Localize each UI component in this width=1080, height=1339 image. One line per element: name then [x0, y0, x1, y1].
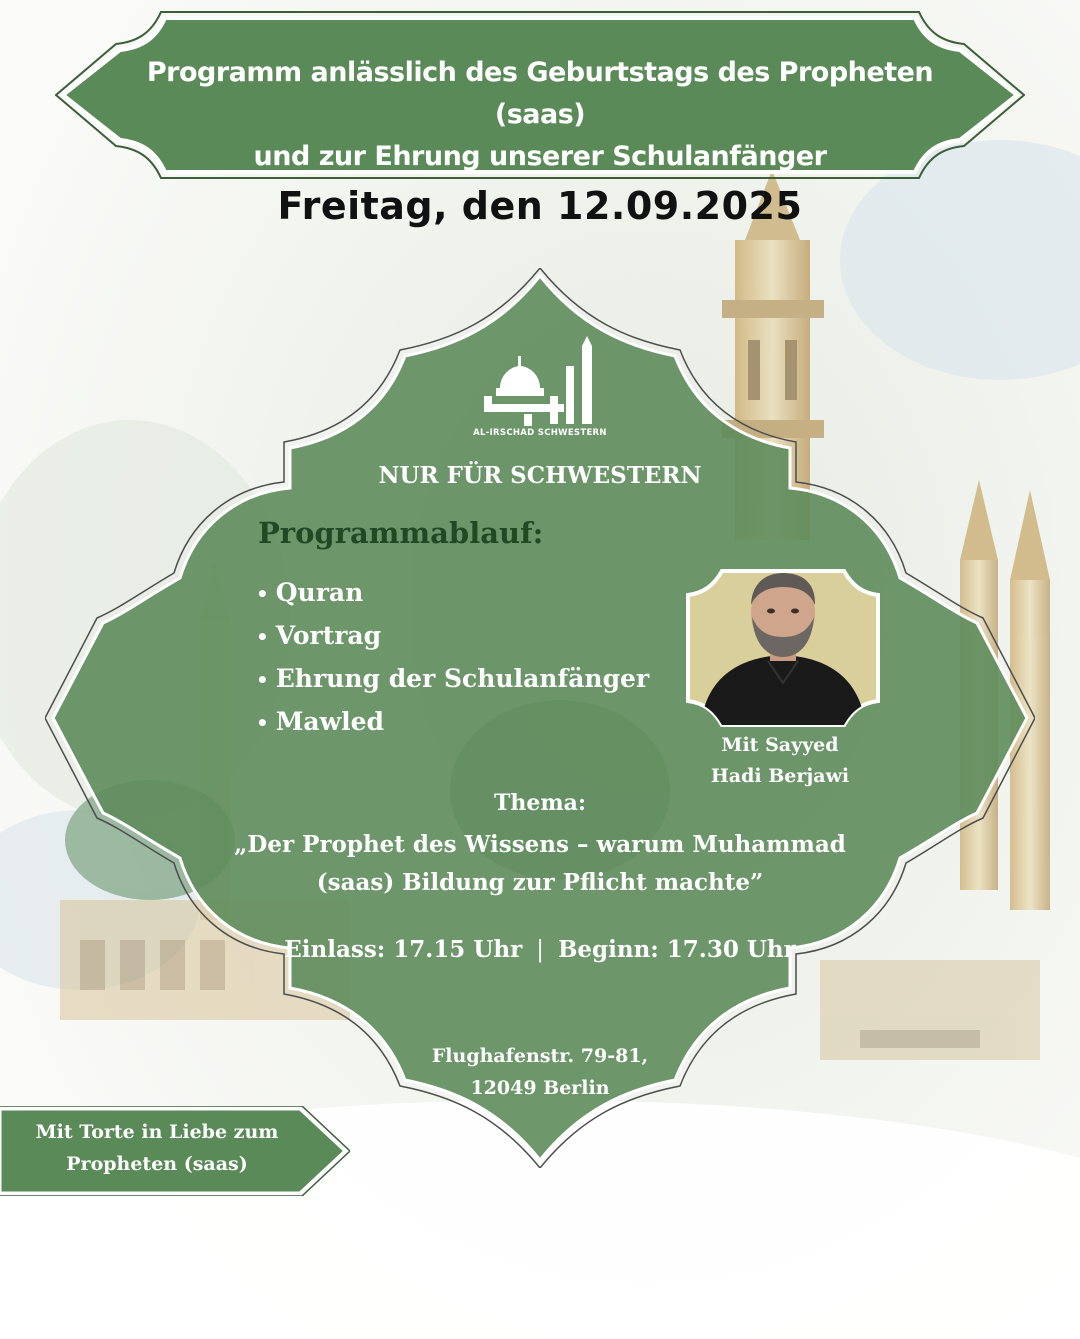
- start-time: Beginn: 17.30 Uhr: [557, 936, 796, 963]
- theme-title: [170, 826, 910, 902]
- banner-line-2: und zur Ehrung unserer Schulanfänger: [253, 141, 827, 172]
- speaker-name: [690, 730, 870, 792]
- logo-caption: AL-IRSCHAD SCHWESTERN: [473, 428, 607, 438]
- event-address: [390, 1040, 690, 1104]
- address-line-1: Flughafenstr. 79-81,: [431, 1045, 649, 1067]
- theme-line-1: „Der Prophet des Wissens – warum Muhammad: [234, 831, 846, 858]
- mosque-logo-icon: [470, 336, 610, 442]
- program-item-quran: • Quran: [256, 572, 649, 615]
- times-separator: |: [536, 937, 544, 963]
- event-date: Freitag, den 12.09.2025: [277, 184, 803, 228]
- theme-line-2: (saas) Bildung zur Pflicht machte”: [316, 869, 764, 896]
- address-line-2: 12049 Berlin: [470, 1077, 610, 1099]
- entry-time: Einlass: 17.15 Uhr: [284, 936, 523, 963]
- program-list: [256, 572, 649, 744]
- audience-note: NUR FÜR SCHWESTERN: [378, 462, 702, 489]
- banner-title: [140, 52, 940, 178]
- program-title: Programmablauf:: [258, 516, 544, 550]
- program-item-mawled: • Mawled: [256, 701, 649, 744]
- cake-note: [12, 1116, 302, 1180]
- program-item-vortrag: • Vortrag: [256, 615, 649, 658]
- event-times: [246, 936, 834, 963]
- speaker-line-2: Hadi Berjawi: [710, 765, 850, 787]
- program-item-ehrung: • Ehrung der Schulanfänger: [256, 658, 649, 701]
- speaker-photo: [682, 565, 884, 731]
- banner-line-1: Programm anlässlich des Geburtstags des Propheten (saas): [146, 57, 934, 130]
- cake-note-line-1: Mit Torte in Liebe zum: [35, 1121, 279, 1143]
- speaker-line-1: Mit Sayyed: [721, 734, 839, 756]
- cake-note-line-2: Propheten (saas): [66, 1153, 248, 1175]
- theme-label: Thema:: [493, 790, 587, 816]
